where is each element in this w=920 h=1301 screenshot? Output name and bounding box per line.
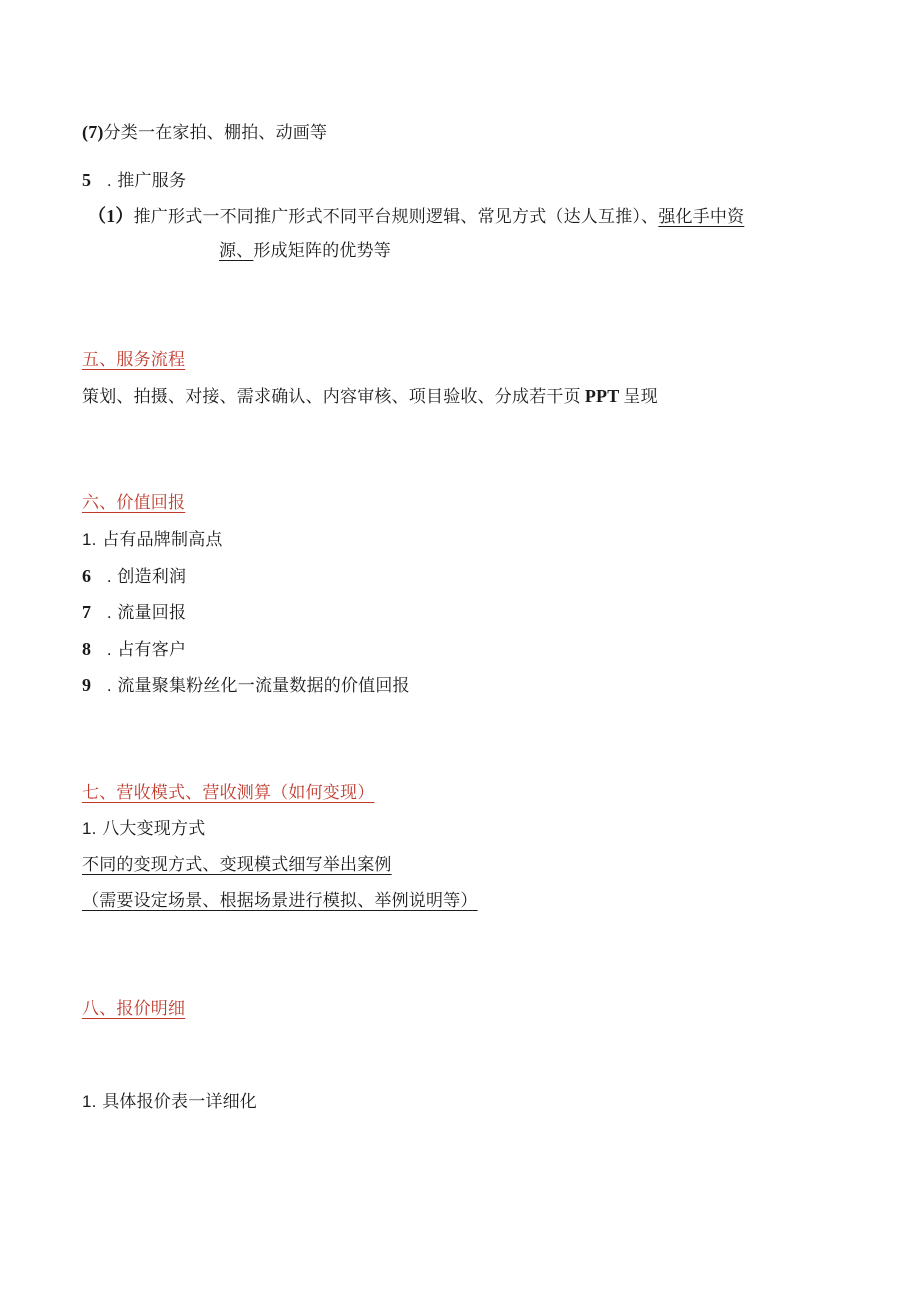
section-8-item-1 xyxy=(82,1091,257,1113)
item-5-1-number: （1） xyxy=(88,206,134,226)
section-6-item-8 xyxy=(82,638,186,661)
item-5-dot: . xyxy=(106,171,112,190)
section-6-item-6 xyxy=(82,565,186,588)
section-7-item-1-dot: . xyxy=(91,819,97,838)
section-8-item-1-dot: . xyxy=(91,1092,97,1111)
item-5-1-text: 推广形式一不同推广形式不同平台规则逻辑、常见方式（达人互推）、 xyxy=(133,207,659,227)
section-8-heading: 八、报价明细 xyxy=(82,999,186,1019)
section-5-body xyxy=(82,385,658,408)
section-6-item-9-text: 流量聚集粉丝化一流量数据的价值回报 xyxy=(117,676,410,696)
item-5-1-continuation-text: 形成矩阵的优势等 xyxy=(253,241,392,261)
item-7-text: 分类一在家拍、棚拍、动画等 xyxy=(103,123,328,143)
section-6-item-6-text: 创造利润 xyxy=(117,567,187,587)
section-6-item-1-dot: . xyxy=(91,530,97,549)
item-7-number: (7) xyxy=(82,122,104,142)
section-6-item-1-number: 1 xyxy=(82,530,92,549)
section-6-item-9-number: 9 xyxy=(82,675,92,695)
section-6-item-7 xyxy=(82,601,186,624)
section-6-item-6-number: 6 xyxy=(82,566,92,586)
section-7-heading: 七、营收模式、营收测算（如何变现） xyxy=(82,783,375,803)
section-6-item-8-dot: . xyxy=(106,640,112,659)
section-6-item-7-dot: . xyxy=(106,603,112,622)
item-5-1-continuation xyxy=(219,240,391,262)
section-7-item-1-text: 八大变现方式 xyxy=(102,819,206,839)
item-5-number: 5 xyxy=(82,170,92,190)
section-7-item-1 xyxy=(82,818,205,840)
section-7-item-1-number: 1 xyxy=(82,819,92,838)
item-7-line xyxy=(82,121,327,144)
item-5-line xyxy=(82,169,186,192)
section-8-item-1-number: 1 xyxy=(82,1092,92,1111)
section-6-item-7-number: 7 xyxy=(82,602,92,622)
section-5-body-text: 策划、拍摄、对接、需求确认、内容审核、项目验收、分成若干页 xyxy=(82,387,581,407)
section-5-body-tail: 呈现 xyxy=(623,387,658,407)
section-7-note-line: （需要设定场景、根据场景进行模拟、举例说明等） xyxy=(82,891,478,911)
item-5-1-continuation-underlined: 源、 xyxy=(219,241,254,261)
section-5-body-ppt: PPT xyxy=(584,386,620,406)
section-6-item-1-text: 占有品牌制高点 xyxy=(102,530,223,550)
section-6-item-8-number: 8 xyxy=(82,639,92,659)
section-6-item-1 xyxy=(82,529,223,551)
section-5-heading: 五、服务流程 xyxy=(82,350,186,370)
item-5-1-underlined-text: 强化手中资 xyxy=(658,207,745,227)
section-8-item-1-text: 具体报价表一详细化 xyxy=(102,1092,258,1112)
item-5-text: 推广服务 xyxy=(117,171,187,191)
section-6-item-7-text: 流量回报 xyxy=(117,603,187,623)
section-6-item-9 xyxy=(82,674,410,697)
section-6-item-6-dot: . xyxy=(106,567,112,586)
section-6-item-9-dot: . xyxy=(106,676,112,695)
section-7-variants-line: 不同的变现方式、变现模式细写举出案例 xyxy=(82,855,392,875)
section-6-item-8-text: 占有客户 xyxy=(117,640,187,660)
item-5-1-line xyxy=(88,205,744,228)
section-6-heading: 六、价值回报 xyxy=(82,493,186,513)
